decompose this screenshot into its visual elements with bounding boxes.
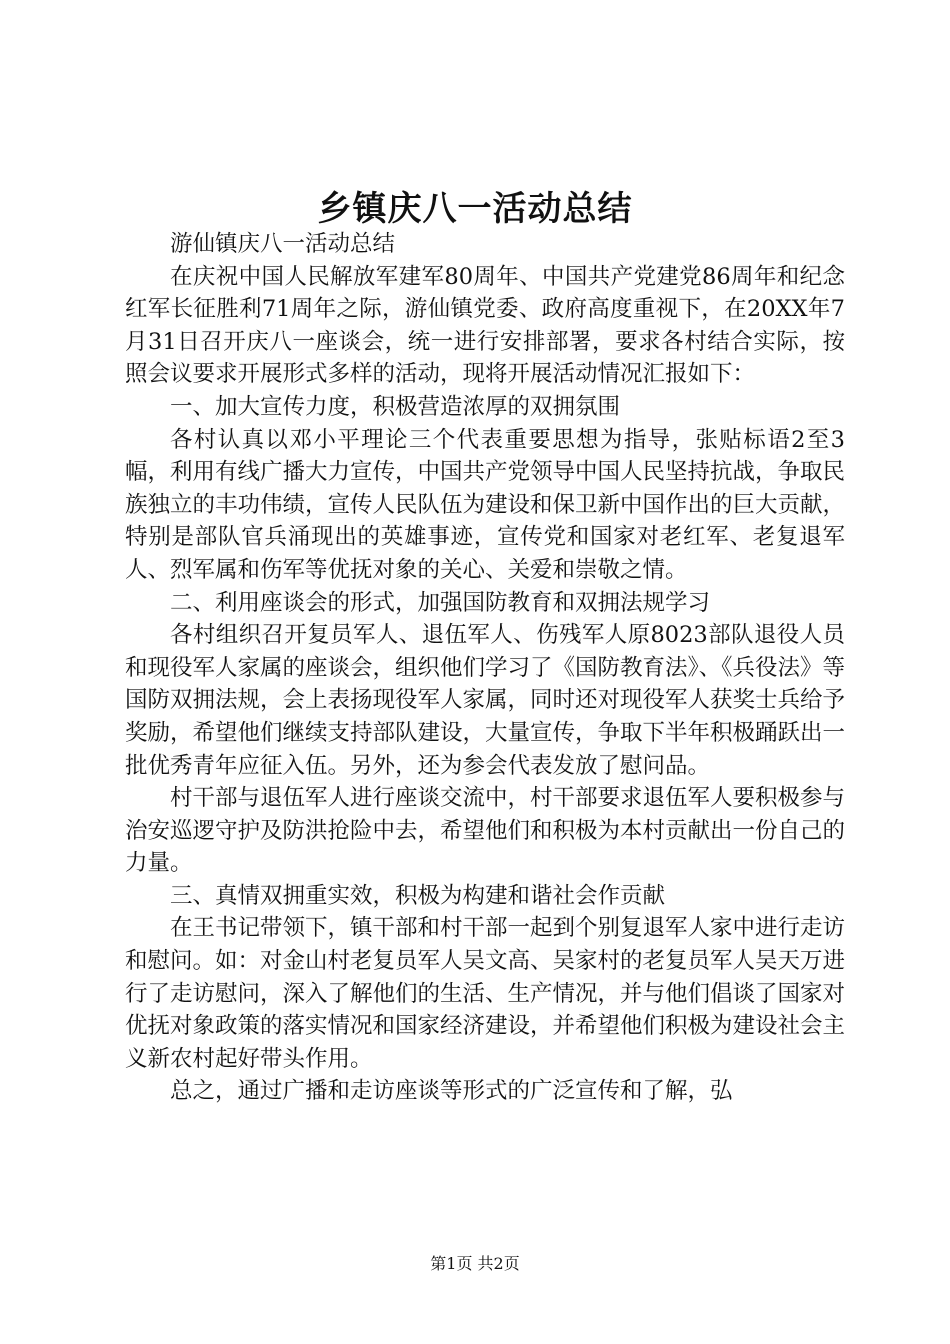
document-body [125, 228, 845, 1108]
paragraph-section-3: 在王书记带领下，镇干部和村干部一起到个别复退军人家中进行走访和慰问。如：对金山村老复员军人吴文高、吴家村的老复员军人吴天万进行了走访慰问，深入了解他们的生活、生产情况，并与他们倡谈了国家对优抚对象政策的落实情况和国家经济建设，并希望他们积极为建设社会主义新农村起好带头作用。 [125, 915, 846, 1072]
page-number-footer: 第1页 共2页 [430, 1254, 520, 1273]
paragraph-section-2b: 村干部与退伍军人进行座谈交流中，村干部要求退伍军人要积极参与治安巡逻守护及防洪抢险中去，希望他们和积极为本村贡献出一份自己的力量。 [125, 785, 846, 877]
section-heading-2: 二、利用座谈会的形式，加强国防教育和双拥法规学习 [170, 589, 711, 616]
paragraph-intro: 在庆祝中国人民解放军建军80周年、中国共产党建党86周年和纪念红军长征胜利71周年之际，游仙镇党委、政府高度重视下，在20XX年7月31日召开庆八一座谈会，统一进行安排部署，要求各村结合实际，按照会议要求开展形式多样的活动，现将开展活动情况汇报如下： [125, 263, 845, 388]
section-heading-1: 一、加大宣传力度，积极营造浓厚的双拥氛围 [170, 393, 621, 420]
paragraph-conclusion: 总之，通过广播和走访座谈等形式的广泛宣传和了解，弘 [170, 1078, 733, 1105]
document-subtitle: 游仙镇庆八一活动总结 [170, 231, 396, 257]
paragraph-section-2a: 各村组织召开复员军人、退伍军人、伤残军人原8023部队退役人员和现役军人家属的座谈会，组织他们学习了《国防教育法》、《兵役法》等国防双拥法规，会上表扬现役军人家属，同时还对现役军人获奖士兵给予奖励，希望他们继续支持部队建设，大量宣传，争取下半年积极踊跃出一批优秀青年应征入伍。另外，还为参会代表发放了慰问品。 [125, 622, 846, 779]
paragraph-section-1: 各村认真以邓小平理论三个代表重要思想为指导，张贴标语2至3幅，利用有线广播大力宣传，中国共产党领导中国人民坚持抗战，争取民族独立的丰功伟绩，宣传人民队伍为建设和保卫新中国作出的巨大贡献，特别是部队官兵涌现出的英雄事迹，宣传党和国家对老红军、老复退军人、烈军属和伤军等优抚对象的关心、关爱和崇敬之情。 [125, 426, 846, 583]
section-heading-3: 三、真情双拥重实效，积极为构建和谐社会作贡献 [170, 882, 666, 909]
page-title: 乡镇庆八一活动总结 [317, 189, 633, 229]
